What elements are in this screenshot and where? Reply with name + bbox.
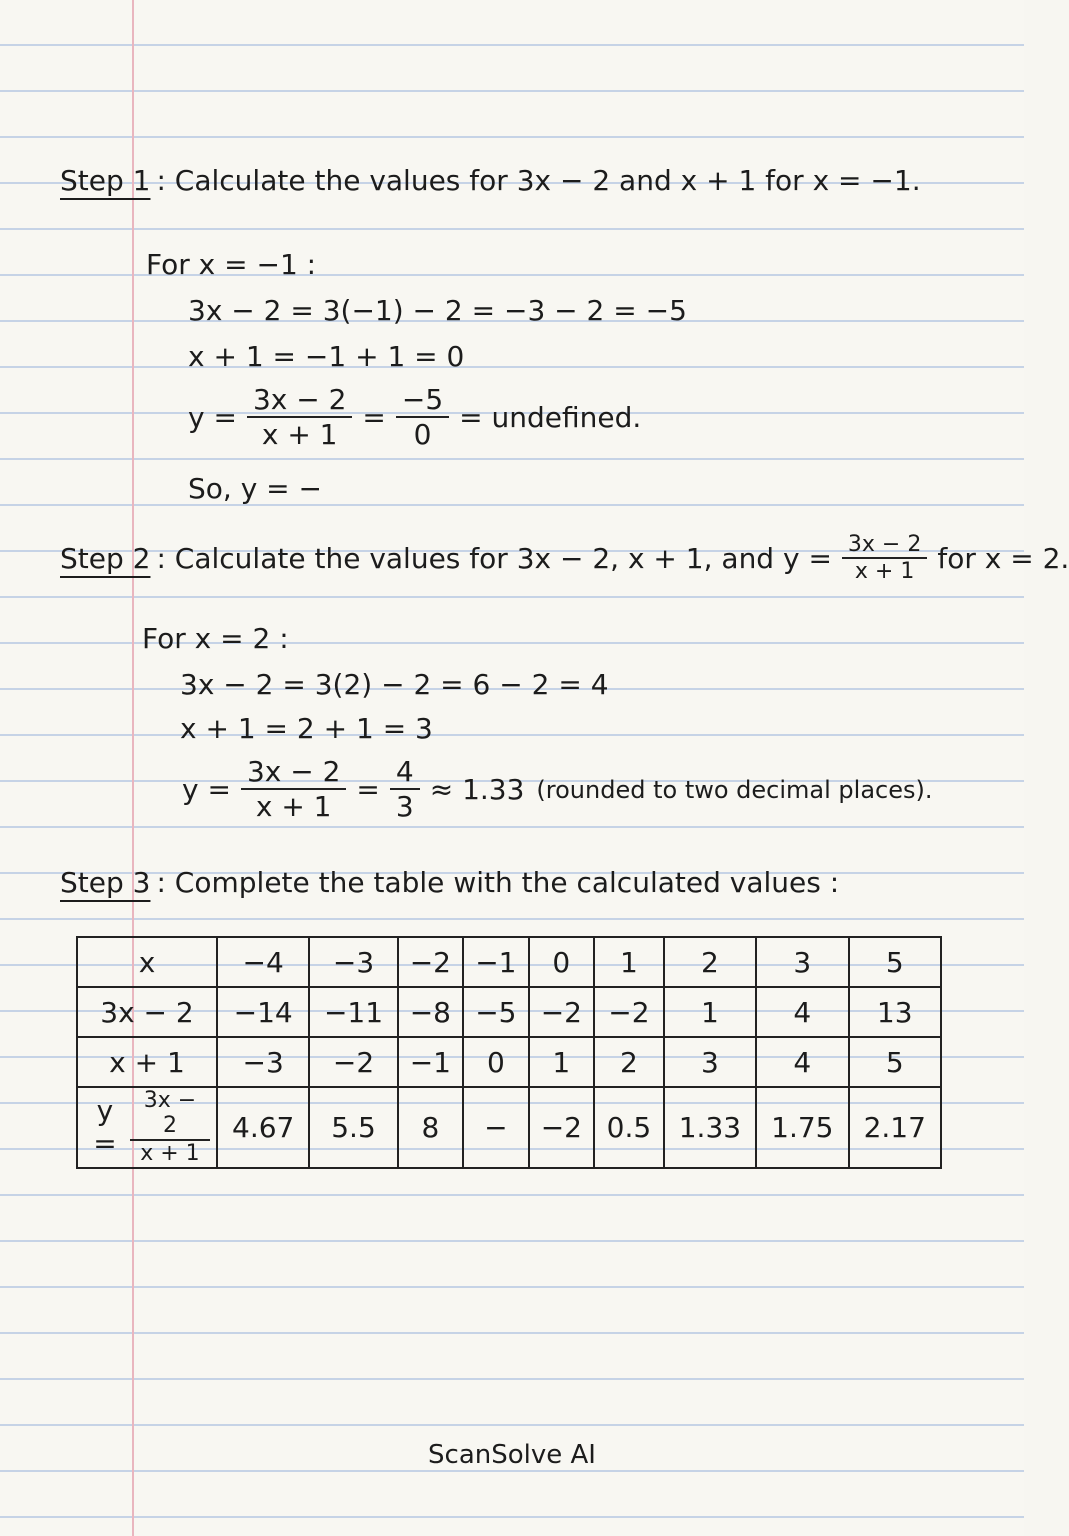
- step1-frac2: [396, 384, 449, 452]
- step2-line-a: 3x − 2 = 3(2) − 2 = 6 − 2 = 4: [180, 668, 609, 701]
- table-y-den: x + 1: [140, 1140, 200, 1166]
- table-header-x: x: [77, 937, 217, 987]
- table-cell: 2: [664, 937, 756, 987]
- step2-heading: [60, 532, 1069, 586]
- step1-frac1-num: 3x − 2: [247, 384, 352, 418]
- table-row-x: [77, 937, 941, 987]
- table-cell: 1.75: [756, 1087, 848, 1168]
- table-row-3x-minus-2: [77, 987, 941, 1037]
- table-header-x-plus-1: x + 1: [77, 1037, 217, 1087]
- table-cell: −1: [398, 1037, 463, 1087]
- step2-frac2: [390, 756, 420, 824]
- table-cell: 0: [463, 1037, 528, 1087]
- table-cell: −2: [594, 987, 664, 1037]
- step1-so-line: So, y = −: [188, 472, 322, 505]
- step1-y-line: [188, 384, 641, 452]
- table-cell: 1: [594, 937, 664, 987]
- step3-heading: [60, 866, 839, 899]
- footer-brand: ScanSolve AI: [428, 1440, 596, 1470]
- table-cell: −3: [217, 1037, 309, 1087]
- step1-result: = undefined.: [459, 401, 642, 435]
- step2-approx: ≈ 1.33: [429, 773, 525, 807]
- table-cell: 1.33: [664, 1087, 756, 1168]
- step3-text: : Complete the table with the calculated values :: [156, 866, 840, 899]
- table-cell: 0.5: [594, 1087, 664, 1168]
- step2-frac: [842, 532, 927, 586]
- margin-line: [132, 0, 134, 1536]
- table-cell: 8: [398, 1087, 463, 1168]
- step2-frac-num: 3x − 2: [842, 532, 927, 559]
- table-cell: −: [463, 1087, 528, 1168]
- table-cell: 5: [849, 937, 942, 987]
- step2-frac1-den: x + 1: [255, 790, 332, 824]
- table-cell: −11: [309, 987, 397, 1037]
- table-cell: −14: [217, 987, 309, 1037]
- step2-note: (rounded to two decimal places).: [536, 775, 933, 804]
- step1-line-b: x + 1 = −1 + 1 = 0: [188, 340, 465, 373]
- table-y-prefix: y =: [93, 1094, 117, 1161]
- table-cell: −4: [217, 937, 309, 987]
- table-cell: −2: [309, 1037, 397, 1087]
- table-cell: 1: [529, 1037, 594, 1087]
- table-cell: 3: [756, 937, 848, 987]
- step1-line-a: 3x − 2 = 3(−1) − 2 = −3 − 2 = −5: [188, 294, 687, 327]
- step2-frac2-den: 3: [395, 790, 414, 824]
- table-cell: 4: [756, 987, 848, 1037]
- table-cell: 4.67: [217, 1087, 309, 1168]
- step1-frac1: [247, 384, 352, 452]
- table-y-frac: [130, 1088, 210, 1167]
- table-header-3x-minus-2: 3x − 2: [77, 987, 217, 1037]
- step2-label: Step 2: [60, 542, 151, 576]
- table-cell: −1: [463, 937, 528, 987]
- table-cell: 4: [756, 1037, 848, 1087]
- step2-text: : Calculate the values for 3x − 2, x + 1, and y =: [156, 542, 832, 576]
- table-cell: −2: [398, 937, 463, 987]
- table-cell: −8: [398, 987, 463, 1037]
- table-cell: −5: [463, 987, 528, 1037]
- table-cell: 2: [594, 1037, 664, 1087]
- table-y-num: 3x − 2: [130, 1088, 210, 1141]
- table-cell: −3: [309, 937, 397, 987]
- step2-text-end: for x = 2.: [937, 542, 1069, 576]
- step3-label: Step 3: [60, 866, 151, 899]
- step1-heading: [60, 164, 921, 197]
- table-cell: 5.5: [309, 1087, 397, 1168]
- step2-frac2-num: 4: [390, 756, 420, 790]
- step1-frac2-den: 0: [413, 418, 432, 452]
- step1-frac2-num: −5: [396, 384, 449, 418]
- step1-for-line: For x = −1 :: [146, 248, 317, 281]
- table-cell: 2.17: [849, 1087, 942, 1168]
- table-cell: 0: [529, 937, 594, 987]
- step2-frac1-num: 3x − 2: [241, 756, 346, 790]
- step2-eq: =: [356, 773, 380, 807]
- table-header-y: [77, 1087, 217, 1168]
- table-cell: 5: [849, 1037, 942, 1087]
- table-cell: −2: [529, 1087, 594, 1168]
- values-table: [76, 936, 942, 1169]
- step1-y-prefix: y =: [188, 401, 237, 435]
- table-row-y: [77, 1087, 941, 1168]
- step2-frac1: [241, 756, 346, 824]
- step1-label: Step 1: [60, 164, 151, 197]
- step2-frac-den: x + 1: [854, 559, 915, 585]
- step1-text: : Calculate the values for 3x − 2 and x + 1 for x = −1.: [156, 164, 921, 197]
- table-cell: 1: [664, 987, 756, 1037]
- table-cell: 3: [664, 1037, 756, 1087]
- table-cell: −2: [529, 987, 594, 1037]
- step2-y-prefix: y =: [182, 773, 231, 807]
- step2-y-line: [182, 756, 932, 824]
- step2-for-line: For x = 2 :: [142, 622, 289, 655]
- step1-frac1-den: x + 1: [261, 418, 338, 452]
- step2-line-b: x + 1 = 2 + 1 = 3: [180, 712, 433, 745]
- table-row-x-plus-1: [77, 1037, 941, 1087]
- table-cell: 13: [849, 987, 942, 1037]
- step1-eq: =: [362, 401, 386, 435]
